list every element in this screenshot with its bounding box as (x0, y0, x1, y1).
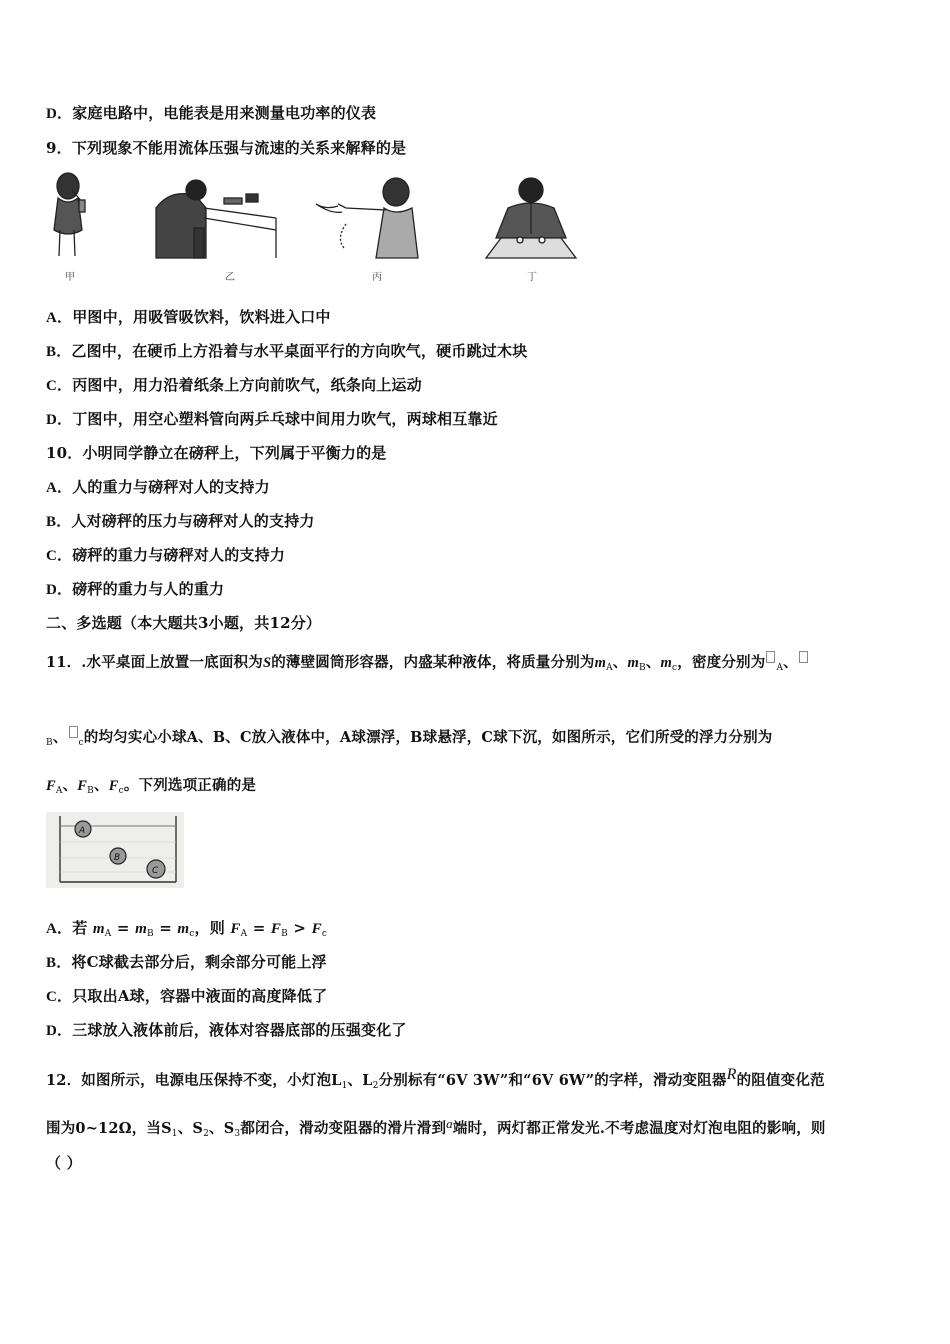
option-text: 三球放入液体前后，液体对容器底部的压强变化了 (72, 1021, 407, 1039)
q9-option-b (46, 340, 527, 361)
sep: 、 (52, 729, 68, 746)
ball-c-label: C (152, 866, 159, 876)
q12-stem-line1 (46, 1066, 825, 1091)
figure-bing-illustration (316, 178, 418, 258)
ball-b-label: B (114, 853, 121, 863)
sub: B (146, 929, 154, 939)
option-text: 磅秤的重力与磅秤对人的支持力 (72, 546, 286, 564)
option-text: ，则 (194, 919, 225, 937)
q12-text: 的阻值变化范 (736, 1072, 825, 1089)
var-m: m (627, 655, 639, 671)
q8-option-d (46, 102, 376, 123)
option-text: 人的重力与磅秤对人的支持力 (72, 478, 270, 496)
q11-text: 的薄壁圆筒形容器，内盛某种液体，将质量分别为 (271, 654, 595, 671)
option-text: 乙图中，在硬币上方沿着与水平桌面平行的方向吹气，硬币跳过木块 (71, 342, 528, 360)
sep: 、 (612, 654, 628, 671)
option-text: 丙图中，用力沿着纸条上方向前吹气，纸条向上运动 (72, 376, 422, 394)
q12-answer-bracket: （ ） (46, 1154, 82, 1172)
q11-figure (46, 812, 184, 888)
q11-container-drawing (46, 812, 184, 888)
sub: B (87, 786, 94, 796)
option-text: 磅秤的重力与人的重力 (72, 580, 225, 598)
option-letter: C． (46, 989, 73, 1005)
q10-option-c (46, 544, 285, 565)
option-text: 将C球截去部分后，剩余部分可能上浮 (71, 953, 327, 971)
q11-text: ，密度分别为 (677, 654, 766, 671)
q10-option-d (46, 578, 224, 599)
sub: B (638, 663, 646, 673)
q9-option-a (46, 306, 331, 327)
q9-option-c (46, 374, 422, 395)
sub: 3 (234, 1129, 241, 1139)
ball-a-label: A (79, 826, 86, 836)
sub: c (189, 929, 195, 939)
eq: = (153, 919, 178, 937)
sub: c (672, 663, 678, 673)
q10-option-b (46, 510, 315, 531)
q12-stem-line2 (46, 1116, 826, 1139)
sub: A (240, 929, 248, 939)
q12-text: 、S (209, 1120, 235, 1137)
var-m: m (594, 655, 607, 671)
var-f: F (311, 921, 322, 937)
sep: 、 (62, 777, 78, 794)
q9-figure-drawing (46, 168, 586, 288)
sub: c (118, 786, 124, 796)
option-letter: D． (46, 412, 73, 428)
var-f: F (270, 921, 282, 937)
option-letter: B． (46, 514, 72, 530)
sep: 、 (93, 777, 109, 794)
sub: c (321, 929, 328, 939)
figure-caption-jia: 甲 (65, 272, 75, 283)
q11-stem-line1 (46, 651, 809, 673)
var-a: a (446, 1116, 453, 1131)
option-letter: D． (46, 1023, 73, 1039)
q12-text: 围为0~12Ω，当S (46, 1120, 172, 1137)
q11-option-d (46, 1019, 407, 1040)
section-heading: 二、多选题（本大题共3小题，共12分） (46, 614, 322, 632)
rho-placeholder-icon (69, 726, 78, 738)
option-letter: A． (46, 310, 73, 326)
sub: 1 (171, 1129, 178, 1139)
sep: 、 (645, 654, 661, 671)
option-letter: C． (46, 548, 73, 564)
q11-text: 。下列选项正确的是 (123, 777, 257, 794)
figure-jia-illustration (54, 173, 85, 256)
q12-text: 都闭合，滑动变阻器的滑片滑到 (240, 1120, 447, 1137)
figure-ding-illustration (486, 178, 576, 258)
q12-text: 、L (347, 1072, 373, 1089)
rho-placeholder-icon (799, 651, 808, 663)
option-letter: D． (46, 582, 73, 598)
option-letter: A． (46, 921, 73, 937)
eq: = (111, 919, 136, 937)
figure-caption-bing: 丙 (372, 272, 382, 283)
q11-option-a (46, 917, 327, 939)
var-s: S (262, 655, 272, 671)
var-f: F (77, 778, 88, 794)
option-text: 若 (72, 919, 88, 937)
option-text: 只取出A球，容器中液面的高度降低了 (72, 987, 328, 1005)
q11-option-b (46, 951, 327, 972)
q11-text: 11．.水平桌面上放置一底面积为 (46, 654, 263, 671)
figure-caption-yi: 乙 (225, 272, 235, 283)
var-f: F (108, 778, 119, 794)
option-text: 人对磅秤的压力与磅秤对人的支持力 (71, 512, 315, 530)
q10-stem: 10．小明同学静立在磅秤上，下列属于平衡力的是 (46, 444, 387, 462)
option-letter: C． (46, 378, 73, 394)
sub: A (776, 663, 784, 673)
eq: = (247, 919, 271, 937)
q9-stem: 9．下列现象不能用流体压强与流速的关系来解释的是 (46, 139, 407, 157)
rho-placeholder-icon (766, 651, 775, 663)
gt: > (287, 919, 312, 937)
sub: 1 (341, 1081, 348, 1091)
q9-figure (46, 168, 586, 288)
option-text: 家庭电路中，电能表是用来测量电功率的仪表 (72, 104, 377, 122)
var-m: m (660, 655, 672, 671)
option-letter: A． (46, 480, 73, 496)
q11-text: 的均匀实心小球A、B、C放入液体中，A球漂浮，B球悬浮，C球下沉，如图所示，它们所受的浮力分别为 (83, 729, 773, 746)
q11-stem-line3 (46, 774, 256, 796)
sep: 、 (783, 654, 798, 671)
var-m: m (135, 921, 147, 937)
sub: B (46, 738, 53, 748)
sub: A (606, 663, 613, 673)
var-m: m (177, 921, 190, 937)
q12-text: 端时，两灯都正常发光.不考虑温度对灯泡电阻的影响，则 (452, 1120, 826, 1137)
sub: A (104, 929, 112, 939)
q12-text: 12．如图所示，电源电压保持不变，小灯泡L (46, 1072, 342, 1089)
q9-option-d (46, 408, 498, 429)
var-f: F (46, 778, 56, 794)
sub: B (281, 929, 288, 939)
var-r: R (726, 1066, 737, 1083)
sub: c (78, 738, 84, 748)
option-letter: B． (46, 344, 72, 360)
var-m: m (92, 921, 105, 937)
q11-option-c (46, 985, 327, 1006)
option-letter: D． (46, 106, 73, 122)
sub: A (55, 786, 63, 796)
sub: 2 (372, 1081, 379, 1091)
figure-yi-illustration (156, 180, 276, 258)
q10-option-a (46, 476, 270, 497)
q12-text: 分别标有“6V 3W”和“6V 6W”的字样，滑动变阻器 (378, 1072, 727, 1089)
option-text: 丁图中，用空心塑料管向两乒乓球中间用力吹气，两球相互靠近 (72, 410, 498, 428)
option-letter: B． (46, 955, 72, 971)
option-text: 甲图中，用吸管吸饮料，饮料进入口中 (72, 308, 331, 326)
q11-stem-line2 (46, 726, 772, 748)
sub: 2 (203, 1129, 210, 1139)
q12-text: 、S (177, 1120, 204, 1137)
figure-caption-ding: 丁 (527, 272, 537, 283)
var-f: F (230, 921, 241, 937)
